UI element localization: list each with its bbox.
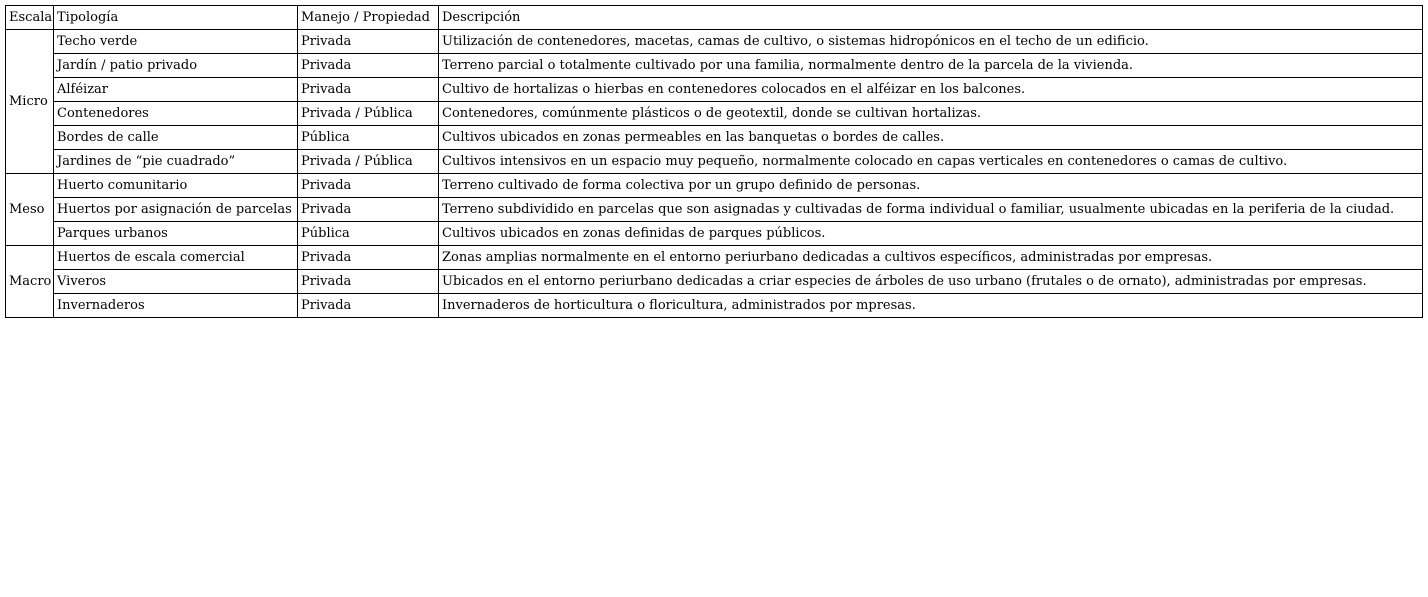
table-row (6, 198, 1423, 222)
table-row (6, 54, 1423, 78)
tipologia-cell: Huertos por asignación de parcelas (54, 198, 298, 222)
tipologia-cell: Alféizar (54, 78, 298, 102)
typology-table (5, 5, 1423, 318)
manejo-cell: Privada (298, 174, 439, 198)
descripcion-cell: Terreno parcial o totalmente cultivado por una familia, normalmente dentro de la parcela de la vivienda. (439, 54, 1423, 78)
tipologia-cell: Parques urbanos (54, 222, 298, 246)
table-row (6, 294, 1423, 318)
manejo-cell: Pública (298, 126, 439, 150)
manejo-cell: Privada (298, 270, 439, 294)
table-row (6, 222, 1423, 246)
tipologia-cell: Huerto comunitario (54, 174, 298, 198)
manejo-cell: Privada / Pública (298, 150, 439, 174)
tipologia-cell: Jardín / patio privado (54, 54, 298, 78)
manejo-cell: Privada (298, 54, 439, 78)
header-tipologia: Tipología (54, 6, 298, 30)
tipologia-cell: Viveros (54, 270, 298, 294)
descripcion-cell: Ubicados en el entorno periurbano dedicadas a criar especies de árboles de uso urbano (frutales o de ornato), administradas por empresas. (439, 270, 1423, 294)
descripcion-cell: Contenedores, comúnmente plásticos o de geotextil, donde se cultivan hortalizas. (439, 102, 1423, 126)
scale-cell: Macro (6, 246, 54, 318)
table-body (6, 30, 1423, 318)
descripcion-cell: Utilización de contenedores, macetas, camas de cultivo, o sistemas hidropónicos en el techo de un edificio. (439, 30, 1423, 54)
tipologia-cell: Invernaderos (54, 294, 298, 318)
scale-cell: Meso (6, 174, 54, 246)
table-row (6, 78, 1423, 102)
manejo-cell: Privada (298, 198, 439, 222)
header-descripcion: Descripción (439, 6, 1423, 30)
descripcion-cell: Cultivos intensivos en un espacio muy pequeño, normalmente colocado en capas verticales en contenedores o camas de cultivo. (439, 150, 1423, 174)
descripcion-cell: Zonas amplias normalmente en el entorno periurbano dedicadas a cultivos específicos, administradas por empresas. (439, 246, 1423, 270)
descripcion-cell: Invernaderos de horticultura o floricultura, administrados por mpresas. (439, 294, 1423, 318)
manejo-cell: Privada / Pública (298, 102, 439, 126)
header-manejo: Manejo / Propiedad (298, 6, 439, 30)
descripcion-cell: Cultivo de hortalizas o hierbas en contenedores colocados en el alféizar en los balcones. (439, 78, 1423, 102)
manejo-cell: Privada (298, 30, 439, 54)
table-row (6, 102, 1423, 126)
tipologia-cell: Huertos de escala comercial (54, 246, 298, 270)
descripcion-cell: Cultivos ubicados en zonas definidas de parques públicos. (439, 222, 1423, 246)
table-header-row (6, 6, 1423, 30)
descripcion-cell: Cultivos ubicados en zonas permeables en las banquetas o bordes de calles. (439, 126, 1423, 150)
descripcion-cell: Terreno subdividido en parcelas que son asignadas y cultivadas de forma individual o familiar, usualmente ubicadas en la periferia de la ciudad. (439, 198, 1423, 222)
manejo-cell: Pública (298, 222, 439, 246)
tipologia-cell: Techo verde (54, 30, 298, 54)
table-row (6, 270, 1423, 294)
table-row (6, 126, 1423, 150)
tipologia-cell: Bordes de calle (54, 126, 298, 150)
manejo-cell: Privada (298, 246, 439, 270)
table-row (6, 30, 1423, 54)
manejo-cell: Privada (298, 78, 439, 102)
descripcion-cell: Terreno cultivado de forma colectiva por un grupo definido de personas. (439, 174, 1423, 198)
table-row (6, 150, 1423, 174)
header-escala: Escala (6, 6, 54, 30)
table-row (6, 174, 1423, 198)
tipologia-cell: Jardines de “pie cuadrado” (54, 150, 298, 174)
scale-cell: Micro (6, 30, 54, 174)
manejo-cell: Privada (298, 294, 439, 318)
table-row (6, 246, 1423, 270)
tipologia-cell: Contenedores (54, 102, 298, 126)
